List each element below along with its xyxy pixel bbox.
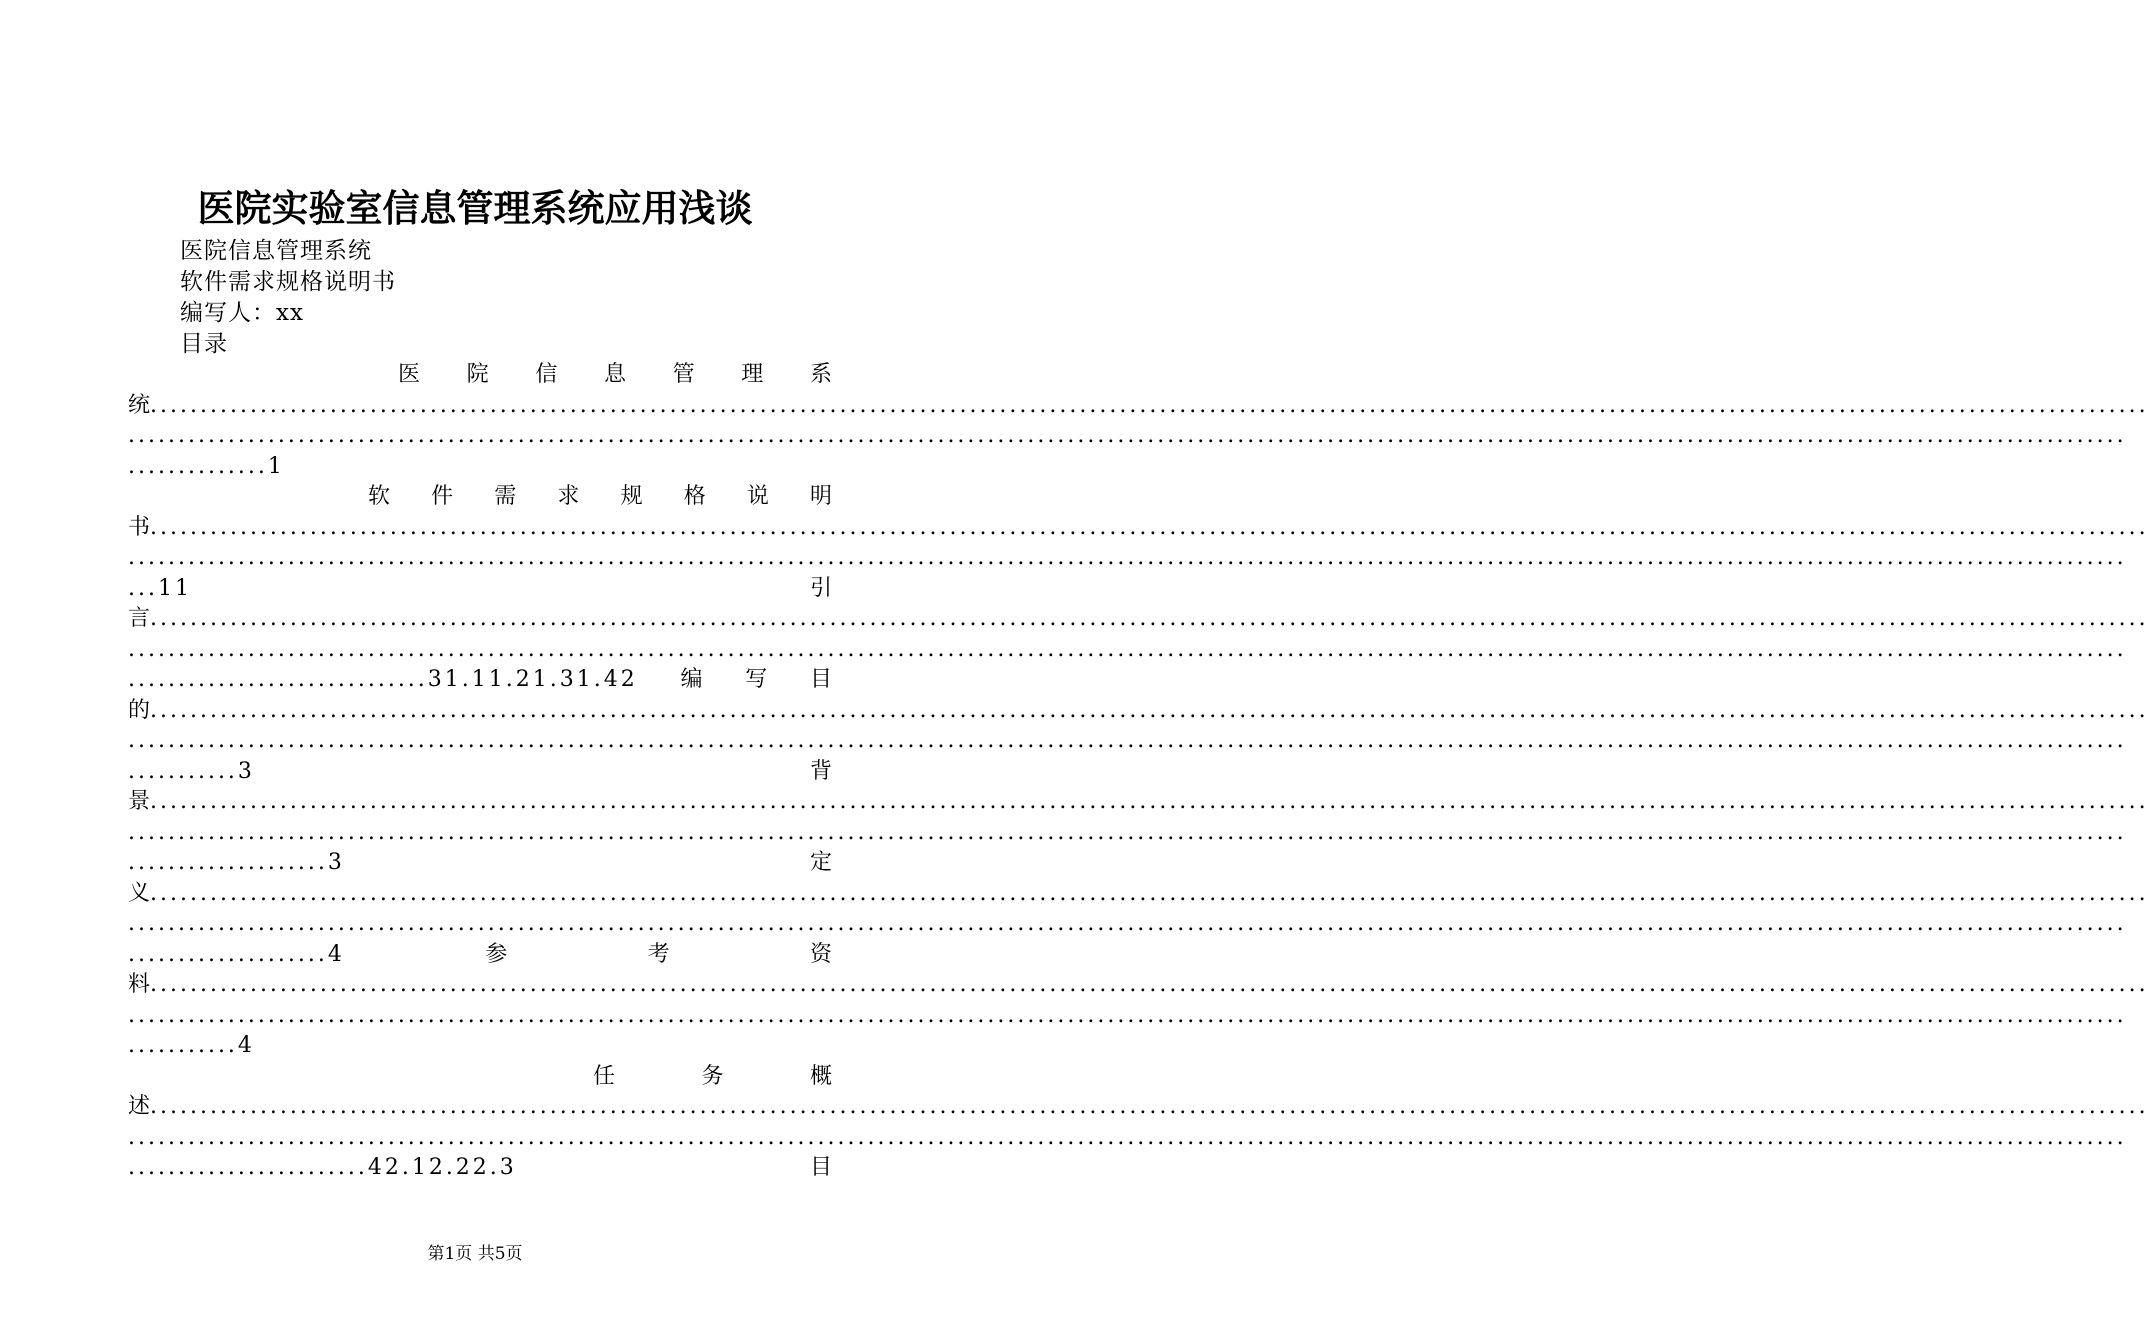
toc-page-tail (128, 1153, 832, 1184)
toc-entry-page-row (128, 848, 832, 879)
toc-title-char: 求 (557, 484, 580, 509)
toc-page-number: ...........3 (128, 758, 255, 784)
toc-title-char: 格 (683, 484, 706, 509)
toc-page-number: ...........4 (128, 1033, 255, 1058)
toc-page-tail (128, 665, 832, 696)
toc-entry-page-row (128, 452, 832, 483)
toc-title-char: 务 (701, 1063, 724, 1089)
toc-entry-title-row (128, 360, 832, 391)
toc-entry-page-row (128, 574, 832, 605)
toc-title-char: 管 (672, 362, 695, 387)
toc-dot-leader: ........................................................................................................................................................................................................ (150, 789, 2149, 814)
toc-lead-char: 义 (128, 880, 151, 906)
toc-dot-leader: ........................................................................................................................................................................................................ (150, 880, 2149, 906)
toc-lead-char: 统 (128, 392, 151, 418)
toc-page-tail (128, 574, 832, 605)
toc-entry-page-row (128, 1153, 832, 1184)
toc-entry-dot-row (128, 726, 2127, 757)
toc-next-heading-char: 参 (485, 941, 508, 967)
meta-spec-name: 软件需求规格说明书 (180, 269, 396, 295)
toc-lead-char: 的 (128, 697, 151, 723)
toc-entry-lead-row (128, 391, 2149, 422)
toc-next-heading-char: 编 (680, 667, 703, 692)
toc-dot-leader: ........................................................................................................................................................................................................ (150, 392, 2149, 418)
toc-page-number: ........................42.12.22.3 (128, 1155, 517, 1180)
toc-next-heading-char: 目 (809, 1155, 832, 1180)
toc-entry-title-row (128, 482, 832, 513)
toc-dot-leader: ........................................................................................................................................................................................................ (128, 1124, 2127, 1150)
toc-entry-page-row (128, 757, 832, 788)
toc-title-char: 系 (809, 362, 832, 387)
toc-page-number: ..............................31.11.21.31.42 (128, 667, 638, 692)
meta-author: 编写人：xx (180, 300, 304, 326)
toc-next-heading-char: 目 (809, 667, 832, 692)
toc-page-number: ....................3 (128, 850, 345, 875)
meta-system-name: 医院信息管理系统 (180, 238, 372, 264)
toc-dot-leader: ........................................................................................................................................................................................................ (128, 911, 2127, 936)
toc-next-heading-char: 考 (647, 941, 670, 967)
toc-entry-dot-row (128, 635, 2127, 666)
document-meta (180, 236, 396, 360)
toc-title-char: 理 (741, 362, 764, 387)
toc-entry-page-row (128, 940, 832, 971)
toc-next-heading-char: 定 (809, 850, 832, 875)
toc-entry-dot-row (128, 909, 2127, 940)
toc-page-number: ....................4 (128, 941, 345, 967)
toc-dot-leader: ........................................................................................................................................................................................................ (150, 697, 2149, 723)
toc-lead-char: 言 (128, 606, 151, 631)
toc-next-heading-char: 写 (745, 667, 768, 692)
toc-title-char: 息 (603, 362, 626, 387)
toc-page-tail (128, 757, 832, 788)
toc-entry-lead-row (128, 513, 2149, 544)
toc-page-tail (128, 848, 832, 879)
toc-page-tail (128, 452, 832, 483)
toc-title-char: 概 (809, 1063, 832, 1089)
toc-title-char: 说 (746, 484, 769, 509)
toc-title-char: 任 (593, 1063, 616, 1089)
toc-dot-leader: ........................................................................................................................................................................................................ (150, 1094, 2149, 1119)
toc-dot-leader: ........................................................................................................................................................................................................ (150, 606, 2149, 631)
toc-entry-lead-row (128, 787, 2149, 818)
toc-page-number: ...11 (128, 575, 192, 601)
toc-dot-leader: ........................................................................................................................................................................................................ (128, 819, 2127, 845)
document-title: 医院实验室信息管理系统应用浅谈 (197, 186, 753, 230)
toc-title-char: 明 (809, 484, 832, 509)
toc-dot-leader: ........................................................................................................................................................................................................ (128, 728, 2127, 753)
toc-lead-char: 料 (128, 972, 151, 997)
toc-lead-char: 书 (128, 514, 151, 540)
toc-entry-lead-row (128, 879, 2149, 910)
toc-entry-dot-row (128, 421, 2127, 452)
toc-page-tail (128, 940, 832, 971)
toc-dot-leader: ........................................................................................................................................................................................................ (128, 1002, 2127, 1028)
meta-toc-heading: 目录 (180, 331, 228, 357)
toc-dot-leader: ........................................................................................................................................................................................................ (150, 514, 2149, 540)
toc-title-char: 信 (535, 362, 558, 387)
toc-page-tail (128, 1031, 832, 1062)
toc-entry-dot-row (128, 543, 2127, 574)
toc-next-heading-char: 背 (809, 758, 832, 784)
toc-entry-dot-row (128, 1123, 2127, 1154)
toc-next-heading-char: 引 (809, 575, 832, 601)
table-of-contents (128, 360, 2149, 1184)
toc-entry-title-row (128, 1062, 832, 1093)
toc-entry-page-row (128, 1031, 832, 1062)
toc-title-char: 院 (466, 362, 489, 387)
toc-title-char: 件 (431, 484, 454, 509)
toc-next-heading-char: 资 (809, 941, 832, 967)
toc-entry-lead-row (128, 1092, 2149, 1123)
page-footer: 第1页 共5页 (427, 1244, 523, 1264)
toc-entry-lead-row (128, 970, 2149, 1001)
toc-page-number: ..............1 (128, 453, 285, 479)
toc-dot-leader: ........................................................................................................................................................................................................ (128, 636, 2127, 662)
toc-entry-page-row (128, 665, 832, 696)
toc-title-char: 需 (494, 484, 517, 509)
toc-title-char: 医 (398, 362, 421, 387)
toc-entry-dot-row (128, 1001, 2127, 1032)
toc-lead-char: 述 (128, 1094, 151, 1119)
toc-entry-dot-row (128, 818, 2127, 849)
toc-dot-leader: ........................................................................................................................................................................................................ (128, 545, 2127, 570)
toc-dot-leader: ........................................................................................................................................................................................................ (150, 972, 2149, 997)
toc-entry-lead-row (128, 696, 2149, 727)
toc-title-char: 软 (368, 484, 391, 509)
toc-entry-lead-row (128, 604, 2149, 635)
toc-title-char: 规 (620, 484, 643, 509)
toc-dot-leader: ........................................................................................................................................................................................................ (128, 423, 2127, 448)
toc-lead-char: 景 (128, 789, 151, 814)
